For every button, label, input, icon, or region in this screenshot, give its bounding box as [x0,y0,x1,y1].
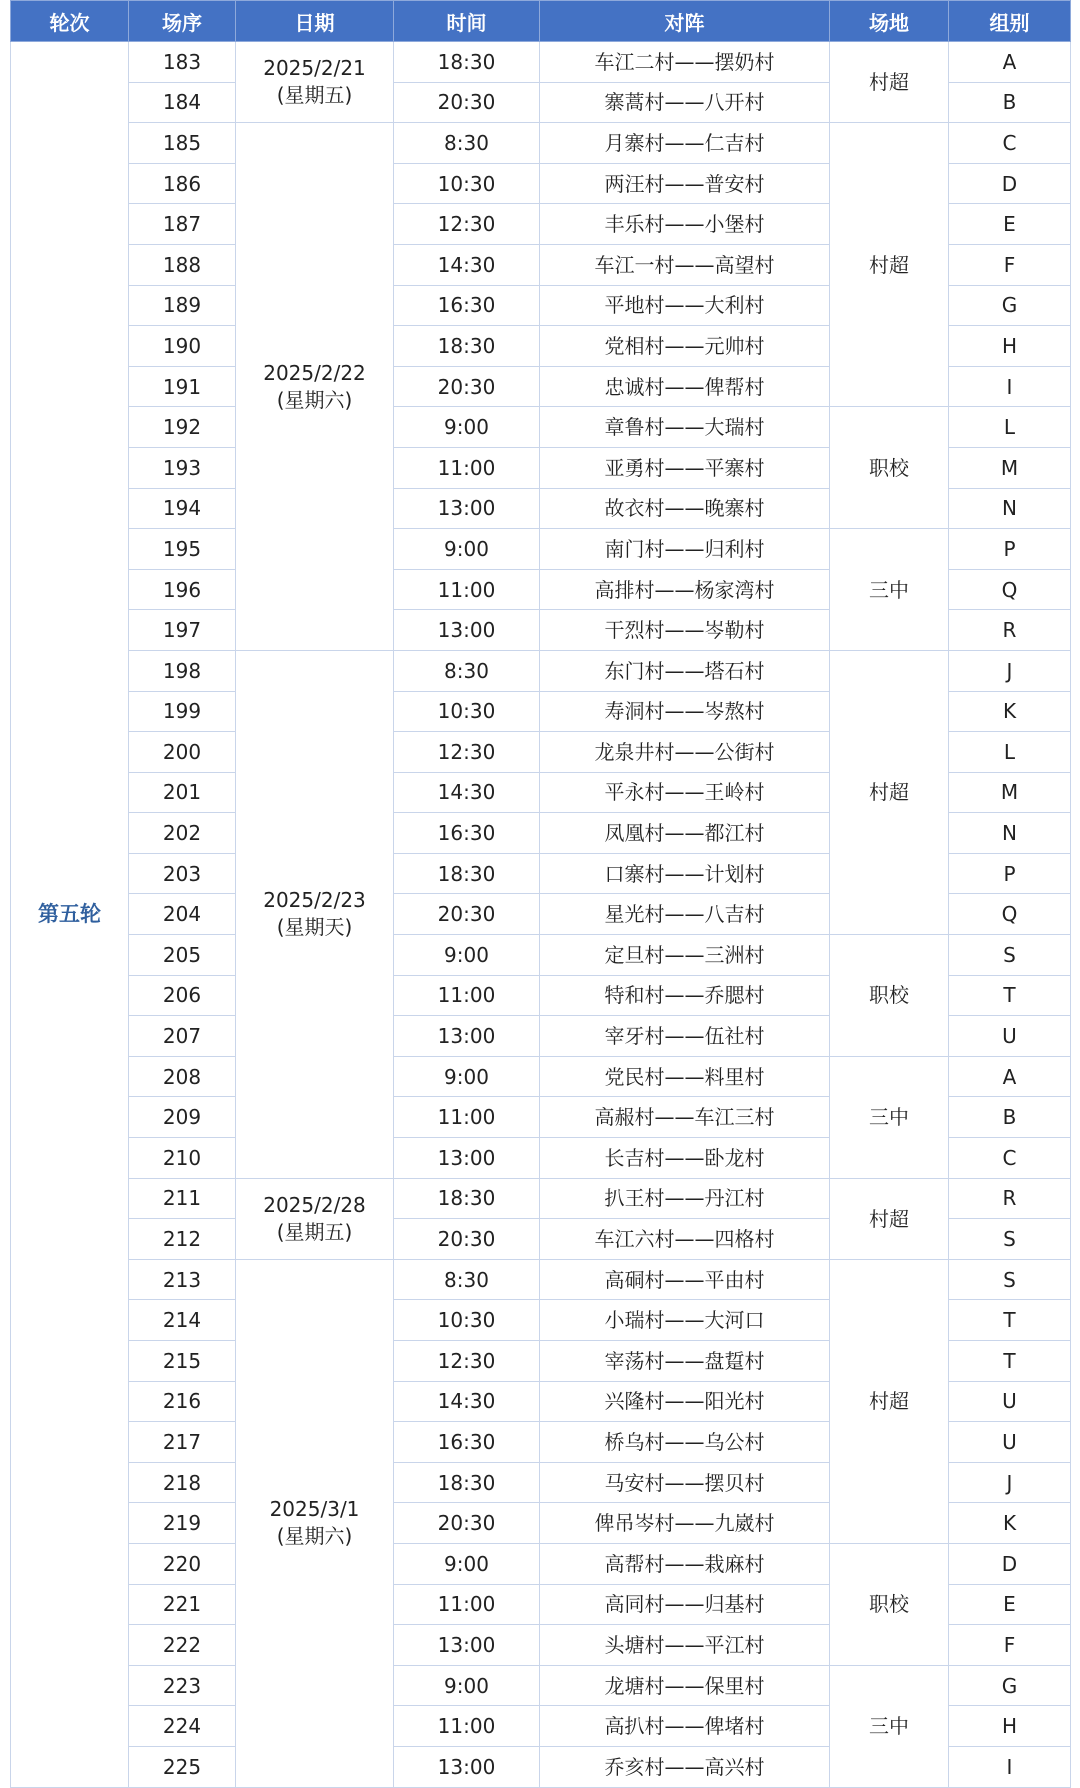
match-time: 11:00 [394,1706,540,1747]
group-cell: S [949,1259,1071,1300]
group-cell: D [949,163,1071,204]
table-row [11,1543,1071,1584]
match-number: 203 [129,853,236,894]
match-number: 202 [129,813,236,854]
venue-cell: 村超 [830,1178,949,1259]
match-time: 20:30 [394,1219,540,1260]
match-time: 18:30 [394,42,540,83]
match-number: 218 [129,1462,236,1503]
match-number: 183 [129,42,236,83]
table-row [11,1056,1071,1097]
table-row [11,529,1071,570]
match-number: 189 [129,285,236,326]
match-number: 221 [129,1584,236,1625]
match-number: 184 [129,82,236,123]
matchup: 兴隆村——阳光村 [540,1381,830,1422]
venue-cell: 三中 [830,1056,949,1178]
date-value: 2025/2/28 [263,1192,366,1217]
weekday-value: (星期六) [276,1524,353,1549]
matchup: 高硐村——平由村 [540,1259,830,1300]
group-cell: Q [949,569,1071,610]
table-row [11,407,1071,448]
match-number: 220 [129,1543,236,1584]
match-number: 213 [129,1259,236,1300]
group-cell: C [949,123,1071,164]
table-row [11,650,1071,691]
matchup: 马安村——摆贝村 [540,1462,830,1503]
date-cell [236,650,394,1178]
schedule-body [11,42,1071,1788]
match-number: 185 [129,123,236,164]
matchup: 故衣村——晚寨村 [540,488,830,529]
header-venue: 场地 [830,1,949,42]
match-time: 11:00 [394,447,540,488]
match-number: 219 [129,1503,236,1544]
match-time: 10:30 [394,1300,540,1341]
weekday-value: (星期天) [276,915,353,940]
weekday-value: (星期六) [276,387,353,412]
match-time: 13:00 [394,1625,540,1666]
group-cell: Q [949,894,1071,935]
header-matchup: 对阵 [540,1,830,42]
matchup: 高扒村——俾堵村 [540,1706,830,1747]
matchup: 两汪村——普安村 [540,163,830,204]
match-time: 11:00 [394,569,540,610]
match-time: 18:30 [394,853,540,894]
matchup: 忠诚村——俾帮村 [540,366,830,407]
match-time: 8:30 [394,1259,540,1300]
group-cell: B [949,1097,1071,1138]
match-number: 191 [129,366,236,407]
match-time: 9:00 [394,1543,540,1584]
match-time: 12:30 [394,204,540,245]
match-time: 11:00 [394,1584,540,1625]
matchup: 高赧村——车江三村 [540,1097,830,1138]
matchup: 高同村——归基村 [540,1584,830,1625]
match-number: 206 [129,975,236,1016]
table-row [11,1259,1071,1300]
group-cell: I [949,1746,1071,1787]
match-time: 11:00 [394,1097,540,1138]
group-cell: L [949,407,1071,448]
match-number: 199 [129,691,236,732]
table-row [11,1178,1071,1219]
matchup: 南门村——归利村 [540,529,830,570]
group-cell: T [949,1300,1071,1341]
matchup: 龙塘村——保里村 [540,1665,830,1706]
venue-cell: 村超 [830,1259,949,1543]
group-cell: T [949,975,1071,1016]
group-cell: L [949,732,1071,773]
group-cell: D [949,1543,1071,1584]
group-cell: R [949,1178,1071,1219]
schedule-table [10,0,1071,1788]
date-value: 2025/2/21 [263,56,366,81]
match-time: 18:30 [394,1462,540,1503]
match-time: 14:30 [394,1381,540,1422]
group-cell: U [949,1422,1071,1463]
match-number: 211 [129,1178,236,1219]
venue-cell: 职校 [830,935,949,1057]
table-row [11,1665,1071,1706]
match-number: 223 [129,1665,236,1706]
group-cell: G [949,285,1071,326]
match-number: 188 [129,244,236,285]
match-time: 10:30 [394,163,540,204]
match-time: 18:30 [394,326,540,367]
group-cell: U [949,1016,1071,1057]
group-cell: E [949,204,1071,245]
group-cell: P [949,529,1071,570]
venue-cell: 村超 [830,42,949,123]
match-number: 192 [129,407,236,448]
group-cell: K [949,691,1071,732]
group-cell: M [949,772,1071,813]
match-number: 215 [129,1341,236,1382]
matchup: 干烈村——岑勒村 [540,610,830,651]
match-time: 10:30 [394,691,540,732]
match-time: 20:30 [394,894,540,935]
group-cell: J [949,1462,1071,1503]
matchup: 宰荡村——盘踅村 [540,1341,830,1382]
match-time: 9:00 [394,1056,540,1097]
matchup: 扒王村——丹江村 [540,1178,830,1219]
group-cell: K [949,1503,1071,1544]
weekday-value: (星期五) [276,83,353,108]
group-cell: T [949,1341,1071,1382]
match-number: 194 [129,488,236,529]
match-time: 20:30 [394,366,540,407]
match-number: 187 [129,204,236,245]
match-number: 196 [129,569,236,610]
match-time: 9:00 [394,407,540,448]
table-row [11,42,1071,83]
matchup: 丰乐村——小堡村 [540,204,830,245]
match-number: 207 [129,1016,236,1057]
match-number: 216 [129,1381,236,1422]
matchup: 星光村——八吉村 [540,894,830,935]
date-cell [236,1178,394,1259]
header-group: 组别 [949,1,1071,42]
header-match-no: 场序 [129,1,236,42]
round-label: 第五轮 [11,42,129,1788]
header-date: 日期 [236,1,394,42]
match-number: 224 [129,1706,236,1747]
group-cell: F [949,244,1071,285]
match-time: 13:00 [394,1138,540,1179]
group-cell: G [949,1665,1071,1706]
match-number: 208 [129,1056,236,1097]
venue-cell: 三中 [830,1665,949,1787]
group-cell: B [949,82,1071,123]
date-cell [236,42,394,123]
match-time: 12:30 [394,732,540,773]
matchup: 乔亥村——高兴村 [540,1746,830,1787]
matchup: 高排村——杨家湾村 [540,569,830,610]
group-cell: J [949,650,1071,691]
match-time: 13:00 [394,610,540,651]
venue-cell: 村超 [830,650,949,934]
match-time: 20:30 [394,1503,540,1544]
matchup: 高帮村——栽麻村 [540,1543,830,1584]
matchup: 小瑞村——大河口 [540,1300,830,1341]
venue-cell: 职校 [830,407,949,529]
match-number: 212 [129,1219,236,1260]
venue-cell: 三中 [830,529,949,651]
table-row [11,123,1071,164]
matchup: 车江六村——四格村 [540,1219,830,1260]
matchup: 寿洞村——岑熬村 [540,691,830,732]
match-number: 200 [129,732,236,773]
header-row [11,1,1071,42]
match-number: 205 [129,935,236,976]
header-time: 时间 [394,1,540,42]
match-time: 20:30 [394,82,540,123]
date-cell [236,123,394,651]
match-number: 210 [129,1138,236,1179]
matchup: 亚勇村——平寨村 [540,447,830,488]
match-time: 14:30 [394,244,540,285]
venue-cell: 职校 [830,1543,949,1665]
date-value: 2025/2/23 [263,888,366,913]
venue-cell: 村超 [830,123,949,407]
date-value: 2025/3/1 [269,1497,360,1522]
matchup: 党相村——元帅村 [540,326,830,367]
group-cell: C [949,1138,1071,1179]
match-number: 204 [129,894,236,935]
matchup: 平永村——王岭村 [540,772,830,813]
group-cell: E [949,1584,1071,1625]
match-time: 16:30 [394,285,540,326]
match-time: 9:00 [394,1665,540,1706]
match-time: 12:30 [394,1341,540,1382]
weekday-value: (星期五) [276,1219,353,1244]
match-number: 217 [129,1422,236,1463]
matchup: 定旦村——三洲村 [540,935,830,976]
match-time: 8:30 [394,650,540,691]
matchup: 章鲁村——大瑞村 [540,407,830,448]
group-cell: P [949,853,1071,894]
match-number: 193 [129,447,236,488]
match-time: 9:00 [394,529,540,570]
matchup: 俾吊岑村——九崴村 [540,1503,830,1544]
match-number: 195 [129,529,236,570]
group-cell: R [949,610,1071,651]
group-cell: N [949,488,1071,529]
group-cell: F [949,1625,1071,1666]
match-number: 190 [129,326,236,367]
group-cell: S [949,935,1071,976]
group-cell: S [949,1219,1071,1260]
match-time: 14:30 [394,772,540,813]
group-cell: U [949,1381,1071,1422]
group-cell: I [949,366,1071,407]
matchup: 桥乌村——乌公村 [540,1422,830,1463]
match-time: 9:00 [394,935,540,976]
match-time: 8:30 [394,123,540,164]
matchup: 长吉村——卧龙村 [540,1138,830,1179]
group-cell: N [949,813,1071,854]
match-number: 209 [129,1097,236,1138]
match-time: 16:30 [394,813,540,854]
matchup: 口寨村——计划村 [540,853,830,894]
date-cell [236,1259,394,1787]
match-time: 18:30 [394,1178,540,1219]
group-cell: A [949,1056,1071,1097]
matchup: 龙泉井村——公街村 [540,732,830,773]
match-time: 16:30 [394,1422,540,1463]
match-number: 186 [129,163,236,204]
matchup: 车江一村——高望村 [540,244,830,285]
group-cell: M [949,447,1071,488]
match-time: 13:00 [394,488,540,529]
matchup: 宰牙村——伍社村 [540,1016,830,1057]
table-row [11,935,1071,976]
match-number: 214 [129,1300,236,1341]
match-number: 201 [129,772,236,813]
group-cell: A [949,42,1071,83]
match-time: 11:00 [394,975,540,1016]
matchup: 月寨村——仁吉村 [540,123,830,164]
date-value: 2025/2/22 [263,360,366,385]
matchup: 凤凰村——都江村 [540,813,830,854]
matchup: 党民村——料里村 [540,1056,830,1097]
match-number: 197 [129,610,236,651]
match-time: 13:00 [394,1746,540,1787]
match-time: 13:00 [394,1016,540,1057]
match-number: 225 [129,1746,236,1787]
header-round: 轮次 [11,1,129,42]
group-cell: H [949,1706,1071,1747]
matchup: 头塘村——平江村 [540,1625,830,1666]
matchup: 寨蒿村——八开村 [540,82,830,123]
match-number: 222 [129,1625,236,1666]
matchup: 车江二村——摆奶村 [540,42,830,83]
group-cell: H [949,326,1071,367]
match-number: 198 [129,650,236,691]
matchup: 平地村——大利村 [540,285,830,326]
matchup: 东门村——塔石村 [540,650,830,691]
matchup: 特和村——乔腮村 [540,975,830,1016]
